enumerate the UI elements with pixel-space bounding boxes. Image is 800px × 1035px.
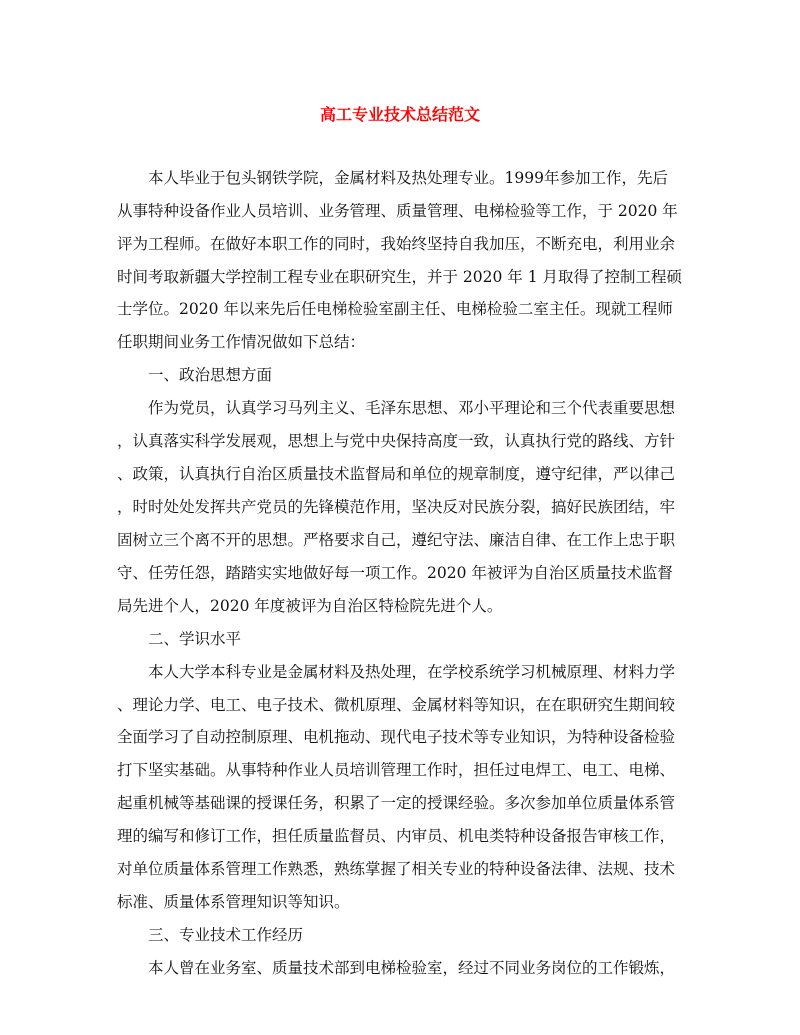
paragraph-line: 本人大学本科专业是金属材料及热处理，在学校系统学习机械原理、材料力学 xyxy=(148,663,676,681)
paragraph-line: 局先进个人，2020 年度被评为自治区特检院先进个人。 xyxy=(117,597,503,615)
paragraph-line: 本人毕业于包头钢铁学院，金属材料及热处理专业。1999年参加工作，先后 xyxy=(148,169,668,187)
paragraph-line: 从事特种设备作业人员培训、业务管理、质量管理、电梯检验等工作，于 2020 年 xyxy=(117,202,678,220)
paragraph-line: 标准、质量体系管理知识等知识。 xyxy=(117,893,350,911)
paragraph-line: 理的编写和修订工作，担任质量监督员、内审员、机电类特种设备报告审核工作， xyxy=(117,827,676,845)
section-heading: 一、政治思想方面 xyxy=(148,366,273,384)
paragraph-line: 本人曾在业务室、质量技术部到电梯检验室，经过不同业务岗位的工作锻炼， xyxy=(148,959,676,977)
paragraph-line: 打下坚实基础。从事特种作业人员培训管理工作时，担任过电焊工、电工、电梯、 xyxy=(117,761,676,779)
paragraph-line: 固树立三个离不开的思想。严格要求自己，遵纪守法、廉洁自律、在工作上忠于职 xyxy=(117,531,676,549)
paragraph-line: ，时时处处发挥共产党员的先锋模范作用，坚决反对民族分裂，搞好民族团结，牢 xyxy=(117,498,676,516)
paragraph-line: 起重机械等基础课的授课任务，积累了一定的授课经验。多次参加单位质量体系管 xyxy=(117,794,676,812)
document-title: 高工专业技术总结范文 xyxy=(319,105,480,124)
paragraph-line: 守、任劳任怨，踏踏实实地做好每一项工作。2020 年被评为自治区质量技术监督 xyxy=(117,564,673,582)
section-heading: 二、学识水平 xyxy=(148,630,242,648)
paragraph-line: 、理论力学、电工、电子技术、微机原理、金属材料等知识，在在职研究生期间较 xyxy=(117,696,676,714)
paragraph-line: 作为党员，认真学习马列主义、毛泽东思想、邓小平理论和三个代表重要思想 xyxy=(148,399,676,417)
paragraph-line: 士学位。2020 年以来先后任电梯检验室副主任、电梯检验二室主任。现就工程师 xyxy=(117,300,673,318)
section-heading: 三、专业技术工作经历 xyxy=(148,926,304,944)
paragraph-line: 对单位质量体系管理工作熟悉，熟练掌握了相关专业的特种设备法律、法规、技术 xyxy=(117,860,676,878)
paragraph-line: 评为工程师。在做好本职工作的同时，我始终坚持自我加压，不断充电，利用业余 xyxy=(117,235,676,253)
paragraph-line: 全面学习了自动控制原理、电机拖动、现代电子技术等专业知识，为特种设备检验 xyxy=(117,728,676,746)
paragraph-line: 、政策，认真执行自治区质量技术监督局和单位的规章制度，遵守纪律，严以律己 xyxy=(117,465,676,483)
paragraph-line: 时间考取新疆大学控制工程专业在职研究生，并于 2020 年 1 月取得了控制工程硕 xyxy=(117,268,683,286)
paragraph-line: 任职期间业务工作情况做如下总结： xyxy=(117,333,366,351)
paragraph-line: ，认真落实科学发展观，思想上与党中央保持高度一致，认真执行党的路线、方针 xyxy=(117,432,676,450)
